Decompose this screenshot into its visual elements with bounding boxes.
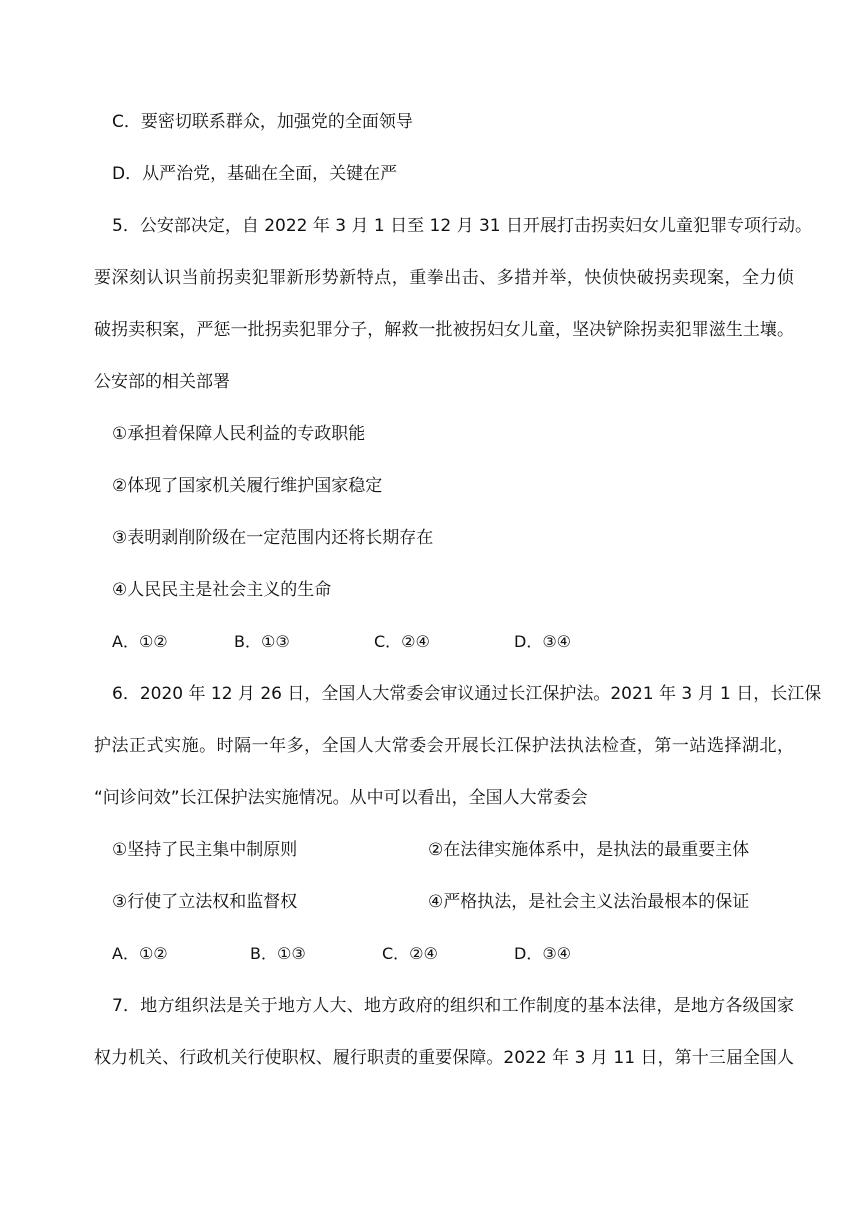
q5-stem-line-2: 要深刻认识当前拐卖犯罪新形势新特点，重拳出击、多措并举，快侦快破拐卖现案，全力侦 (94, 268, 794, 288)
q6-stem-line-3: “问诊问效”长江保护法实施情况。从中可以看出，全国人大常委会 (94, 788, 588, 808)
q5-choice-c: C．②④ (374, 632, 430, 651)
q5-stem-line-4: 公安部的相关部署 (94, 372, 230, 392)
q4-option-d: D．从严治党，基础在全面，关键在严 (112, 164, 398, 184)
q5-statement-4: ④人民民主是社会主义的生命 (112, 580, 332, 600)
q6-choice-c: C．②④ (382, 944, 438, 963)
q5-statement-2: ②体现了国家机关履行维护国家稳定 (112, 476, 383, 496)
q6-statement-4: ④严格执法，是社会主义法治最根本的保证 (428, 892, 750, 912)
q6-choice-b: B．①③ (250, 944, 306, 963)
q6-choice-a: A．①② (112, 944, 168, 963)
q6-stem-line-2: 护法正式实施。时隔一年多，全国人大常委会开展长江保护法执法检查，第一站选择湖北， (94, 736, 794, 756)
q6-stem-line-1: 6．2020 年 12 月 26 日，全国人大常委会审议通过长江保护法。2021 年 3 月 1 日，长江保 (112, 684, 822, 704)
q7-stem-line-2: 权力机关、行政机关行使职权、履行职责的重要保障。2022 年 3 月 11 日，第十三届全国人 (94, 1048, 794, 1068)
q7-stem-line-1: 7．地方组织法是关于地方人大、地方政府的组织和工作制度的基本法律，是地方各级国家 (112, 996, 794, 1016)
q4-option-c: C．要密切联系群众，加强党的全面领导 (112, 112, 413, 132)
q5-choice-d: D．③④ (514, 632, 572, 651)
q5-choice-a: A．①② (112, 632, 168, 651)
q6-statement-2: ②在法律实施体系中，是执法的最重要主体 (428, 840, 750, 860)
q5-statement-3: ③表明剥削阶级在一定范围内还将长期存在 (112, 528, 434, 548)
q6-statement-3: ③行使了立法权和监督权 (112, 892, 298, 912)
q5-statement-1: ①承担着保障人民利益的专政职能 (112, 424, 366, 444)
q6-statement-1: ①坚持了民主集中制原则 (112, 840, 298, 860)
q5-choice-b: B．①③ (234, 632, 290, 651)
q6-choice-d: D．③④ (514, 944, 572, 963)
q5-stem-line-1: 5．公安部决定，自 2022 年 3 月 1 日至 12 月 31 日开展打击拐卖妇女儿童犯罪专项行动。 (112, 216, 813, 236)
q5-stem-line-3: 破拐卖积案，严惩一批拐卖犯罪分子，解救一批被拐妇女儿童，坚决铲除拐卖犯罪滋生土壤。 (94, 320, 794, 340)
